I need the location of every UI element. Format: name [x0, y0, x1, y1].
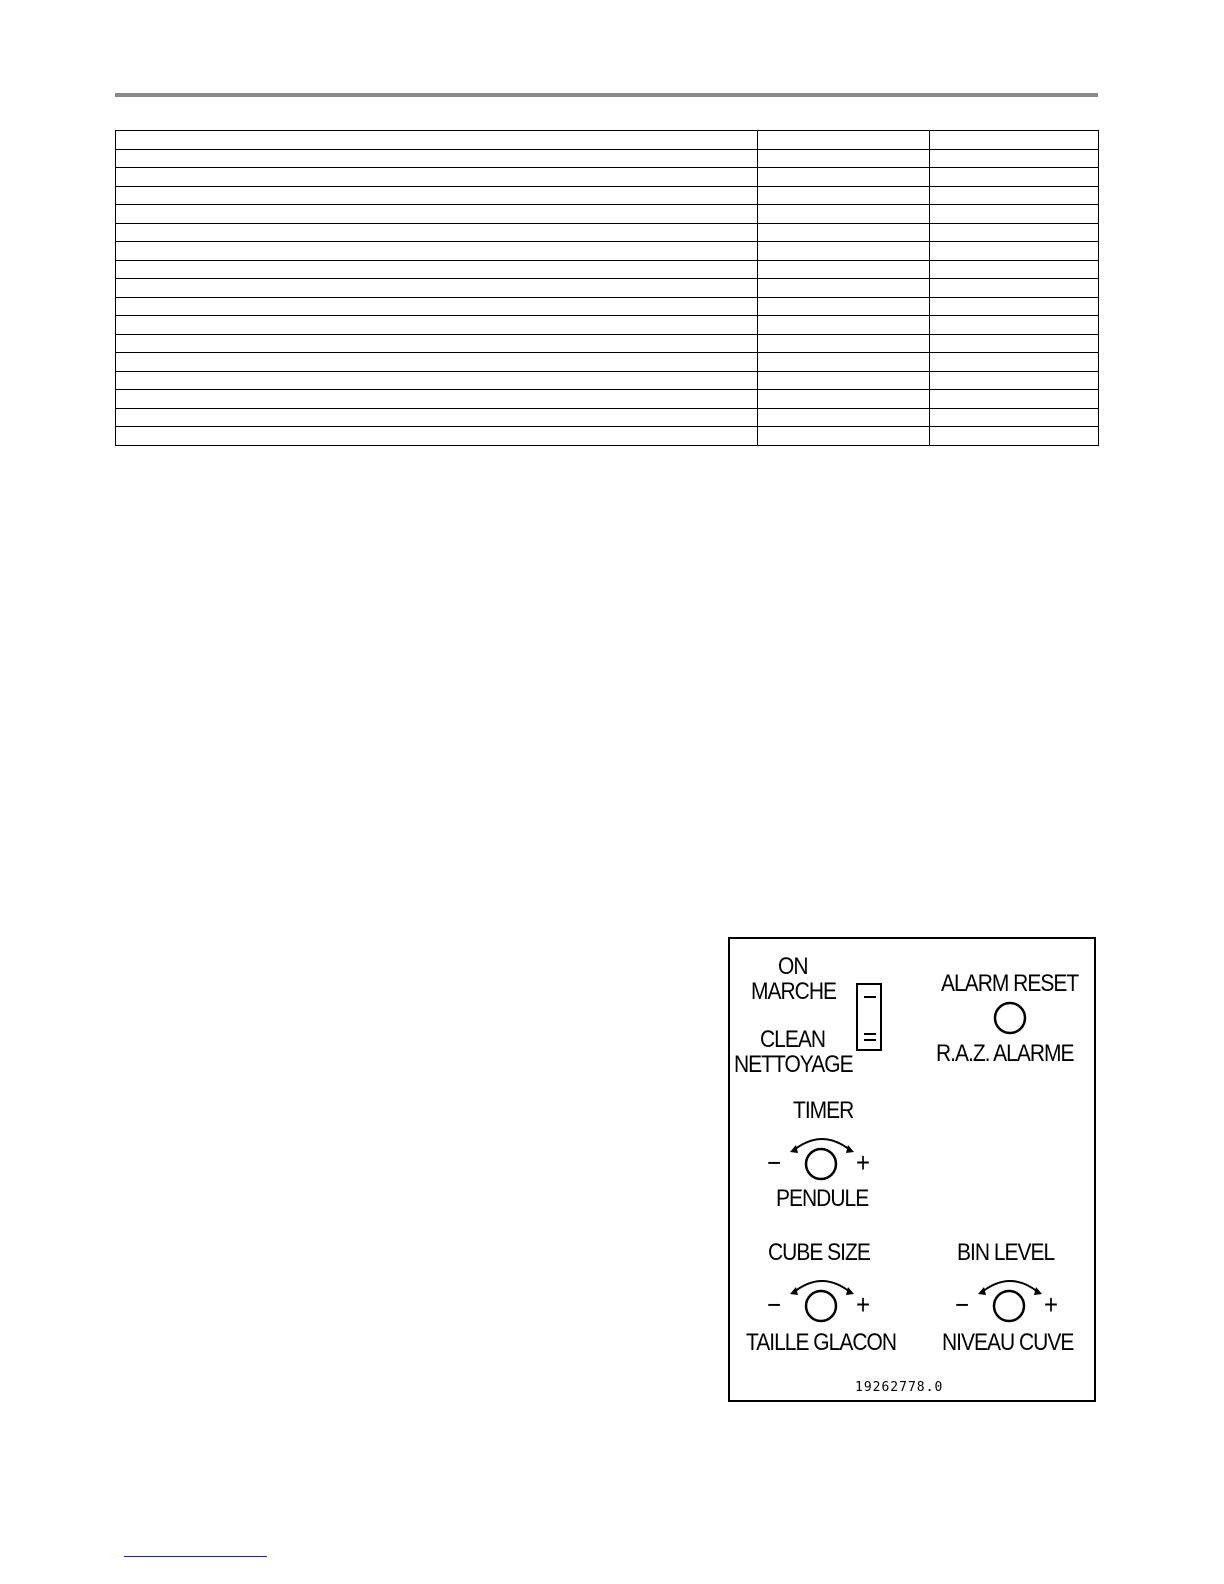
- table-cell: [116, 242, 758, 261]
- table-cell: [758, 168, 930, 187]
- table-cell: [116, 223, 758, 242]
- table-row: [116, 168, 1099, 187]
- table-cell: [930, 168, 1099, 187]
- table-cell: [116, 186, 758, 205]
- table-cell: [116, 168, 758, 187]
- switch-on-label: ON: [778, 953, 808, 980]
- footer-link-underline: [124, 1556, 267, 1557]
- table-cell: [116, 149, 758, 168]
- table-cell: [116, 297, 758, 316]
- table-row: [116, 279, 1099, 298]
- switch-clean-label: CLEAN: [760, 1026, 826, 1053]
- timer-label: TIMER: [793, 1097, 854, 1124]
- cube-size-plus-icon: +: [856, 1289, 870, 1321]
- table-cell: [930, 149, 1099, 168]
- table-row: [116, 260, 1099, 279]
- table-row: [116, 205, 1099, 224]
- table-cell: [758, 186, 930, 205]
- table-row: [116, 390, 1099, 409]
- switch-marche-label: MARCHE: [751, 978, 837, 1005]
- table-cell: [758, 427, 930, 446]
- alarm-reset-button[interactable]: [990, 1001, 1030, 1037]
- table-cell: [758, 131, 930, 150]
- table-cell: [758, 390, 930, 409]
- table-cell: [930, 371, 1099, 390]
- cube-size-minus-icon: −: [767, 1289, 781, 1321]
- table-cell: [116, 334, 758, 353]
- switch-nettoyage-label: NETTOYAGE: [734, 1051, 853, 1078]
- table-cell: [930, 334, 1099, 353]
- table-cell: [930, 242, 1099, 261]
- table-cell: [758, 371, 930, 390]
- timer-minus-icon: −: [767, 1147, 781, 1179]
- table-cell: [758, 205, 930, 224]
- table-cell: [758, 334, 930, 353]
- table-cell: [930, 353, 1099, 372]
- table-cell: [758, 260, 930, 279]
- table-cell: [930, 427, 1099, 446]
- table-cell: [116, 205, 758, 224]
- timer-plus-icon: +: [856, 1147, 870, 1179]
- bin-level-plus-icon: +: [1044, 1289, 1058, 1321]
- table-row: [116, 316, 1099, 335]
- table-row: [116, 149, 1099, 168]
- table-cell: [930, 316, 1099, 335]
- table-row: [116, 353, 1099, 372]
- table-cell: [116, 316, 758, 335]
- table-cell: [758, 353, 930, 372]
- table-cell: [758, 316, 930, 335]
- on-clean-rocker-switch[interactable]: [856, 983, 882, 1051]
- table-cell: [758, 297, 930, 316]
- table-cell: [930, 390, 1099, 409]
- table-row: [116, 297, 1099, 316]
- table-row: [116, 334, 1099, 353]
- table-cell: [930, 408, 1099, 427]
- table-cell: [930, 186, 1099, 205]
- table-cell: [930, 279, 1099, 298]
- table-cell: [758, 408, 930, 427]
- alarm-reset-label: ALARM RESET: [941, 970, 1079, 997]
- table-row: [116, 186, 1099, 205]
- table-cell: [116, 408, 758, 427]
- raz-alarme-label: R.A.Z. ALARME: [936, 1040, 1074, 1067]
- table-cell: [116, 260, 758, 279]
- table-cell: [116, 371, 758, 390]
- table-cell: [930, 297, 1099, 316]
- bin-level-minus-icon: −: [955, 1289, 969, 1321]
- blank-form-table: [115, 130, 1099, 446]
- table-cell: [116, 427, 758, 446]
- table-cell: [758, 242, 930, 261]
- table-body: [116, 131, 1099, 446]
- switch-on-mark: [864, 996, 876, 998]
- bin-level-label: BIN LEVEL: [957, 1239, 1055, 1266]
- part-number: 19262778.0: [855, 1380, 944, 1395]
- table-cell: [116, 390, 758, 409]
- table-cell: [930, 223, 1099, 242]
- table-cell: [116, 279, 758, 298]
- table-cell: [930, 205, 1099, 224]
- table-cell: [758, 149, 930, 168]
- table-cell: [930, 260, 1099, 279]
- table-row: [116, 427, 1099, 446]
- table-cell: [930, 131, 1099, 150]
- table-row: [116, 371, 1099, 390]
- table-cell: [116, 353, 758, 372]
- taille-glacon-label: TAILLE GLACON: [746, 1329, 896, 1356]
- niveau-cuve-label: NIVEAU CUVE: [942, 1329, 1074, 1356]
- table-cell: [758, 279, 930, 298]
- pendule-label: PENDULE: [776, 1185, 869, 1212]
- table-row: [116, 223, 1099, 242]
- table-row: [116, 242, 1099, 261]
- switch-clean-mark-2: [864, 1039, 876, 1041]
- table-cell: [758, 223, 930, 242]
- table-cell: [116, 131, 758, 150]
- table-row: [116, 131, 1099, 150]
- table-row: [116, 408, 1099, 427]
- switch-clean-mark-1: [864, 1033, 876, 1035]
- cube-size-label: CUBE SIZE: [768, 1239, 870, 1266]
- header-rule: [115, 93, 1098, 97]
